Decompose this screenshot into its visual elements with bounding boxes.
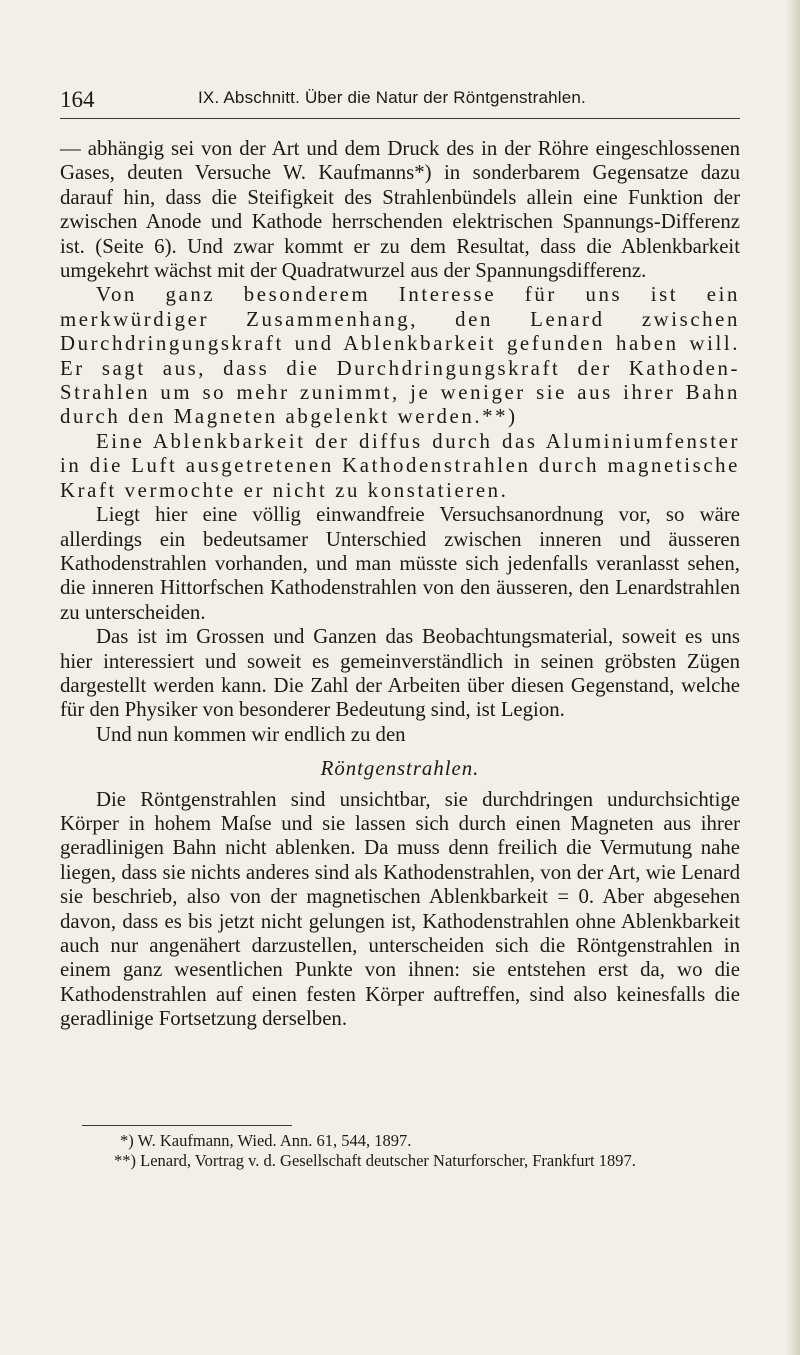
header-rule xyxy=(60,118,740,119)
paragraph: Das ist im Grossen und Ganzen das Beobachtungsmaterial, soweit es uns hier interessiert und soweit es gemeinverständlich in seinen gröbsten Zügen dargestellt werden kann. Die Zahl der Arbeiten über diesen Gegenstand, welche für den Physiker von besonderer Bedeutung sind, ist Legion. xyxy=(60,625,740,722)
paragraph: Von ganz besonderem Interesse für uns ist ein merkwürdiger Zusammenhang, den Lenard zwischen Durchdringungskraft und Ablenkbarkeit gefunden haben will. Er sagt aus, dass die Durchdringungskraft der Kathoden-Strahlen um so mehr zunimmt, je weniger sie aus ihrer Bahn durch den Magneten abgelenkt werden.**) xyxy=(60,283,740,429)
page-number: 164 xyxy=(60,87,95,112)
footnote: *) W. Kaufmann, Wied. Ann. 61, 544, 1897. xyxy=(120,1131,412,1150)
page-header xyxy=(60,87,760,117)
paragraph: Liegt hier eine völlig einwandfreie Versuchsanordnung vor, so wäre allerdings ein bedeutsamer Unterschied zwischen inneren und äusseren Kathodenstrahlen vorhanden, und man müsste sich jedenfalls veranlasst sehen, die inneren Hittorfschen Kathodenstrahlen von den äusseren, den Lenardstrahlen zu unterscheiden. xyxy=(60,503,740,624)
footnote: **) Lenard, Vortrag v. d. Gesellschaft deutscher Naturforscher, Frankfurt 1897. xyxy=(114,1151,636,1170)
footnotes xyxy=(60,1131,700,1171)
footnote-rule xyxy=(82,1125,292,1126)
paragraph: — abhängig sei von der Art und dem Druck des in der Röhre eingeschlossenen Gases, deuten Versuche W. Kaufmanns*) in sonderbarem Gegensatze dazu darauf hin, dass die Steifigkeit des Strahlenbündels allein eine Funktion der zwischen Anode und Kathode herrschenden elektrischen Spannungs-Differenz ist. (Seite 6). Und zwar kommt er zu dem Resultat, dass die Ablenkbarkeit umgekehrt wächst mit der Quadratwurzel aus der Spannungsdifferenz. xyxy=(60,137,740,283)
section-heading: Röntgenstrahlen. xyxy=(320,757,480,781)
paragraph: Und nun kommen wir endlich zu den xyxy=(96,722,406,746)
main-text xyxy=(60,137,740,1032)
paragraph: Die Röntgenstrahlen sind unsichtbar, sie durchdringen undurchsichtige Körper in hohem Maſse und sie lassen sich durch einen Magneten aus ihrer geradlinigen Bahn nicht ablenken. Da muss denn freilich die Vermutung nahe liegen, dass sie nichts anderes sind als Kathodenstrahlen, von der Art, wie Lenard sie beschrieb, also von der magnetischen Ablenkbarkeit = 0. Aber abgesehen davon, dass es bis jetzt nicht gelungen ist, Kathodenstrahlen ohne Ablenkbarkeit auch nur angenähert darzustellen, unterscheiden sich die Röntgenstrahlen in einem ganz wesentlichen Punkte von ihnen: sie entstehen erst da, wo die Kathodenstrahlen auf einen festen Körper auftreffen, sind also keinesfalls die geradlinige Fortsetzung derselben. xyxy=(60,787,740,1031)
running-title: IX. Abschnitt. Über die Natur der Röntgenstrahlen. xyxy=(198,88,586,107)
paragraph: Eine Ablenkbarkeit der diffus durch das Aluminiumfenster in die Luft ausgetretenen Kathodenstrahlen durch magnetische Kraft vermochte er nicht zu konstatieren. xyxy=(60,429,740,502)
page-edge-shadow xyxy=(786,0,800,1355)
